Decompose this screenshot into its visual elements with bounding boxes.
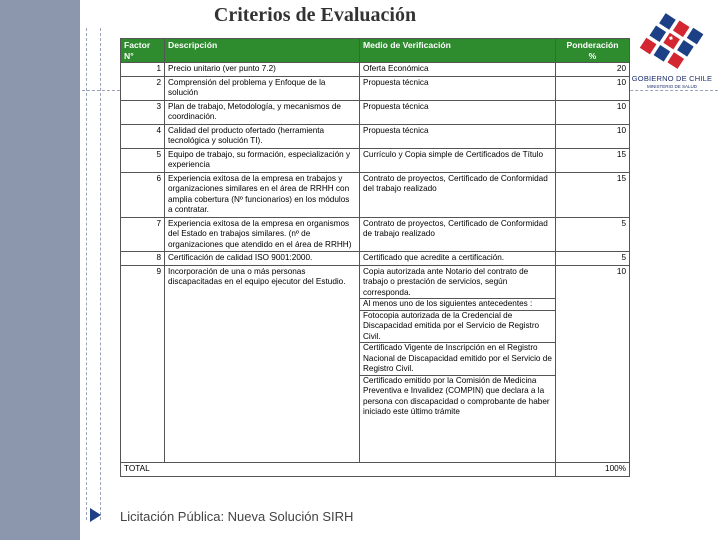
row-weight: 10	[556, 124, 630, 148]
row-verification: Propuesta técnica	[360, 100, 556, 124]
row-description: Equipo de trabajo, su formación, especialización y experiencia	[165, 148, 360, 172]
row-weight: 5	[556, 252, 630, 266]
header-ponderacion	[556, 39, 630, 63]
slide-title: Criterios de Evaluación	[213, 4, 417, 26]
table-row	[121, 148, 630, 172]
row-weight: 10	[556, 265, 630, 462]
verification-item: Fotocopia autorizada de la Credencial de Discapacidad emitida por el Servicio de Registro Civil.	[360, 310, 555, 343]
verification-item: Certificado emitido por la Comisión de Medicina Preventiva e Invalidez (COMPIN) que declara a la persona con discapacidad o comprobante de haber iniciado este último trámite	[360, 375, 555, 418]
row-number: 3	[121, 100, 165, 124]
row-number: 4	[121, 124, 165, 148]
government-logo	[630, 12, 714, 102]
row-number: 9	[121, 265, 165, 462]
evaluation-criteria-table	[120, 38, 630, 477]
guide-line-vertical	[100, 28, 101, 520]
logo-mark-icon	[638, 12, 706, 74]
row-weight: 15	[556, 148, 630, 172]
row-number: 5	[121, 148, 165, 172]
row-description: Experiencia exitosa de la empresa en organismos del Estado en trabajos similares. (nº de organizaciones que atendido en el área de RRHH)	[165, 217, 360, 252]
row-number: 8	[121, 252, 165, 266]
row-verification: Oferta Económica	[360, 63, 556, 77]
row-verification: Certificado que acredite a certificación.	[360, 252, 556, 266]
table-row	[121, 100, 630, 124]
row-weight: 10	[556, 76, 630, 100]
table-header-row	[121, 39, 630, 63]
header-factor-label: Factor	[124, 40, 151, 50]
row-verification	[360, 265, 556, 462]
table-row	[121, 124, 630, 148]
row-weight: 15	[556, 172, 630, 217]
verification-item: Copia autorizada ante Notario del contrato de trabajo o prestación de servicios, según corresponda.	[363, 266, 529, 297]
table-row	[121, 252, 630, 266]
row-weight: 5	[556, 217, 630, 252]
row-description: Precio unitario (ver punto 7.2)	[165, 63, 360, 77]
row-verification: Currículo y Copia simple de Certificados de Título	[360, 148, 556, 172]
row-description: Plan de trabajo, Metodología, y mecanismos de coordinación.	[165, 100, 360, 124]
table-total-row	[121, 462, 630, 476]
verification-item: Certificado Vigente de Inscripción en el Registro Nacional de Discapacidad emitido por el Servicio de Registro Civil.	[360, 342, 555, 375]
row-number: 7	[121, 217, 165, 252]
row-number: 6	[121, 172, 165, 217]
header-medio: Medio de Verificación	[360, 39, 556, 63]
row-description: Incorporación de una o más personas discapacitadas en el equipo ejecutor del Estudio.	[165, 265, 360, 462]
footer-text: Licitación Pública: Nueva Solución SIRH	[120, 509, 354, 524]
row-description: Comprensión del problema y Enfoque de la solución	[165, 76, 360, 100]
row-verification: Propuesta técnica	[360, 124, 556, 148]
table-row	[121, 172, 630, 217]
row-verification: Contrato de proyectos, Certificado de Conformidad del trabajo realizado	[360, 172, 556, 217]
logo-text: GOBIERNO DE CHILE	[631, 74, 713, 83]
row-description: Experiencia exitosa de la empresa en trabajos y organizaciones similares en el área de RRHH con amplia cobertura (Nº funcionarios) en los módulos a contratar.	[165, 172, 360, 217]
footer-arrow-icon	[90, 508, 101, 522]
row-description: Certificación de calidad ISO 9001:2000.	[165, 252, 360, 266]
row-description: Calidad del producto ofertado (herramienta tecnológica y solución TI).	[165, 124, 360, 148]
header-factor	[121, 39, 165, 63]
verification-item: Al menos uno de los siguientes antecedentes :	[360, 298, 555, 310]
row-verification: Propuesta técnica	[360, 76, 556, 100]
table-row	[121, 265, 630, 462]
total-label: TOTAL	[121, 462, 556, 476]
header-descripcion: Descripción	[165, 39, 360, 63]
row-number: 2	[121, 76, 165, 100]
table-row	[121, 217, 630, 252]
row-weight: 10	[556, 100, 630, 124]
row-verification: Contrato de proyectos, Certificado de Conformidad de trabajo realizado	[360, 217, 556, 252]
logo-subtext: MINISTERIO DE SALUD	[646, 84, 697, 89]
table-row	[121, 63, 630, 77]
header-ponderacion-sub: %	[588, 50, 597, 61]
left-decorative-bar	[0, 0, 80, 540]
total-value: 100%	[556, 462, 630, 476]
row-weight: 20	[556, 63, 630, 77]
header-ponderacion-label: Ponderación	[566, 40, 619, 50]
row-number: 1	[121, 63, 165, 77]
header-factor-sub: N°	[124, 50, 134, 61]
table-row	[121, 76, 630, 100]
guide-line-vertical	[86, 28, 87, 520]
